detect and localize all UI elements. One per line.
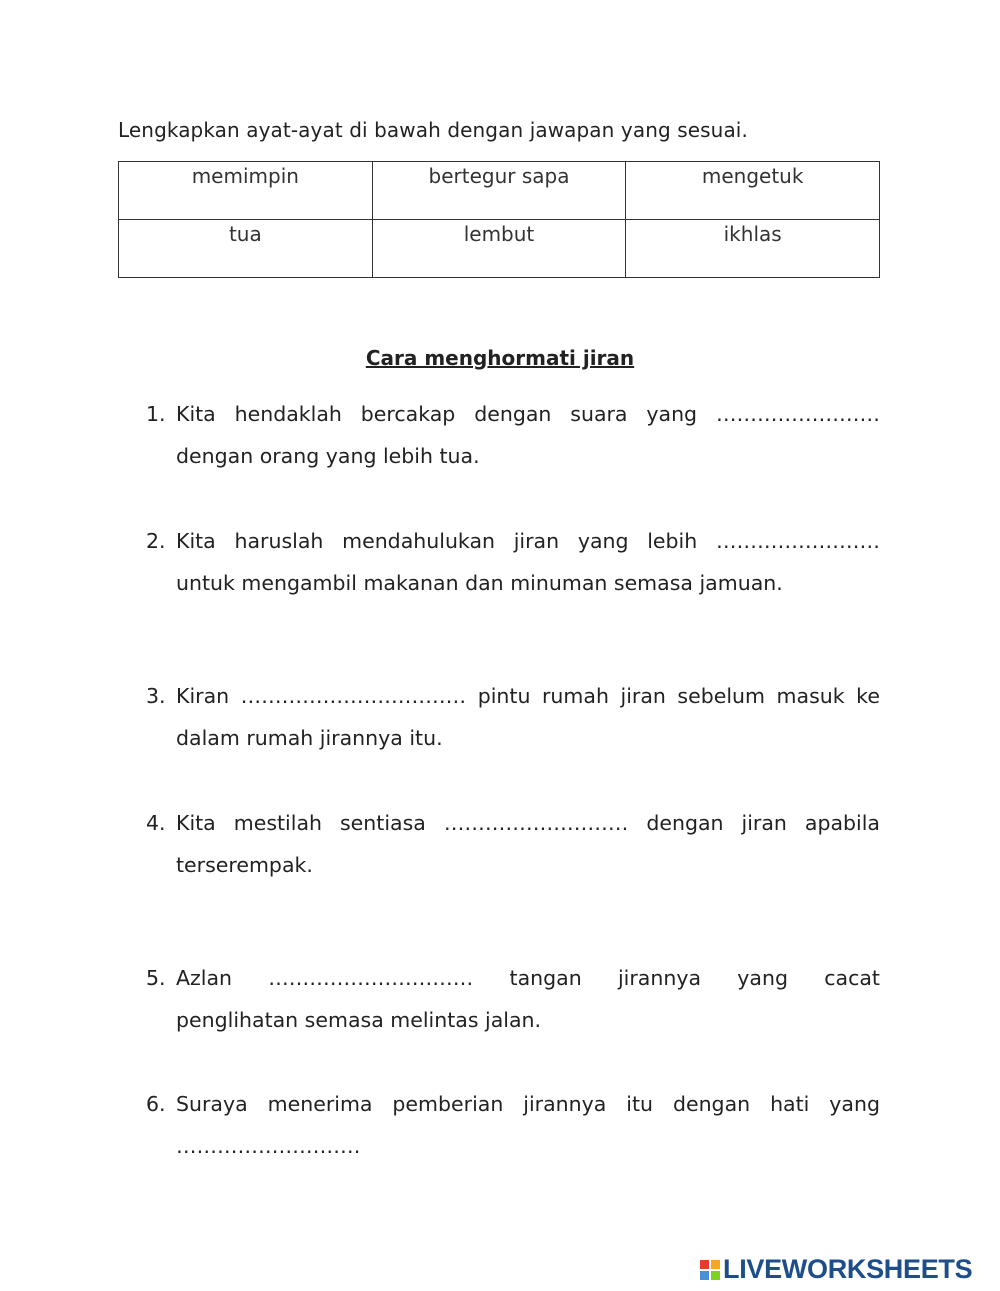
question-word: yang xyxy=(577,529,629,553)
question-word: ke xyxy=(856,684,880,708)
question-word: mestilah xyxy=(233,811,322,835)
answer-blank[interactable]: ……………………… xyxy=(443,811,629,835)
question-word: pemberian xyxy=(392,1092,504,1116)
logo-block xyxy=(700,1271,709,1280)
question-word: Kita xyxy=(176,811,216,835)
logo-text: LIVEWORKSHEETS xyxy=(723,1254,973,1284)
question-line xyxy=(176,529,880,553)
question-line: dengan orang yang lebih tua. xyxy=(176,444,480,468)
question-word: Kita xyxy=(176,402,216,426)
question-word: yang xyxy=(646,402,698,426)
question-line xyxy=(176,1092,880,1116)
question-line: untuk mengambil makanan dan minuman semasa jamuan. xyxy=(176,571,783,595)
question-word: hendaklah xyxy=(234,402,342,426)
question-word: sebelum xyxy=(677,684,765,708)
question-word: rumah xyxy=(542,684,609,708)
word-bank-cell: bertegur sapa xyxy=(372,162,626,220)
answer-blank[interactable]: …………………… xyxy=(715,402,880,426)
question-word: apabila xyxy=(804,811,880,835)
question-word: lebih xyxy=(647,529,698,553)
question-word: yang xyxy=(737,966,788,990)
answer-blank[interactable]: ……………………… xyxy=(176,1134,361,1158)
question-word: jirannya xyxy=(523,1092,607,1116)
word-bank-cell: tua xyxy=(119,220,373,278)
question-word: cacat xyxy=(824,966,880,990)
section-title: Cara menghormati jiran xyxy=(365,346,635,370)
logo-block xyxy=(700,1260,709,1269)
word-bank-row xyxy=(119,220,880,278)
question-word: dengan xyxy=(474,402,552,426)
question-line: dalam rumah jirannya itu. xyxy=(176,726,443,750)
question-word: haruslah xyxy=(234,529,324,553)
question-word: hati xyxy=(770,1092,810,1116)
word-bank-cell: lembut xyxy=(372,220,626,278)
question-number: 1. xyxy=(146,402,166,426)
instruction-text: Lengkapkan ayat-ayat di bawah dengan jawapan yang sesuai. xyxy=(118,118,748,142)
question-word: Kita xyxy=(176,529,216,553)
answer-blank[interactable]: ………………………… xyxy=(268,966,474,990)
question-line xyxy=(176,402,880,426)
question-line xyxy=(176,811,880,835)
question-number: 4. xyxy=(146,811,166,835)
word-bank-cell: ikhlas xyxy=(626,220,880,278)
answer-blank[interactable]: …………………… xyxy=(715,529,880,553)
question-word: jirannya xyxy=(617,966,702,990)
question-word: Kiran xyxy=(176,684,230,708)
logo-icon xyxy=(700,1260,720,1280)
question-word: itu xyxy=(626,1092,653,1116)
question-word: suara xyxy=(570,402,628,426)
question-line: penglihatan semasa melintas jalan. xyxy=(176,1008,542,1032)
question-word: yang xyxy=(829,1092,880,1116)
question-line xyxy=(176,684,880,708)
question-word: masuk xyxy=(776,684,845,708)
question-word: dengan xyxy=(672,1092,751,1116)
question-word: tangan xyxy=(509,966,582,990)
word-bank-row xyxy=(119,162,880,220)
question-number: 5. xyxy=(146,966,166,990)
question-word: mendahulukan xyxy=(342,529,495,553)
word-bank-cell: mengetuk xyxy=(626,162,880,220)
question-line xyxy=(176,966,880,990)
question-word: bercakap xyxy=(360,402,456,426)
logo-block xyxy=(711,1271,720,1280)
question-word: Azlan xyxy=(176,966,233,990)
word-bank-cell: memimpin xyxy=(119,162,373,220)
word-bank-table xyxy=(118,161,880,278)
question-word: jiran xyxy=(513,529,560,553)
question-number: 2. xyxy=(146,529,166,553)
question-word: jiran xyxy=(741,811,787,835)
question-line: terserempak. xyxy=(176,853,313,877)
question-word: sentiasa xyxy=(340,811,426,835)
logo-block xyxy=(711,1260,720,1269)
question-number: 3. xyxy=(146,684,166,708)
liveworksheets-logo xyxy=(700,1254,972,1285)
answer-blank[interactable]: …………………………… xyxy=(240,684,467,708)
question-word: jiran xyxy=(620,684,666,708)
question-word: pintu xyxy=(477,684,531,708)
question-word: dengan xyxy=(646,811,724,835)
question-word: menerima xyxy=(267,1092,373,1116)
question-word: Suraya xyxy=(176,1092,248,1116)
question-number: 6. xyxy=(146,1092,166,1116)
